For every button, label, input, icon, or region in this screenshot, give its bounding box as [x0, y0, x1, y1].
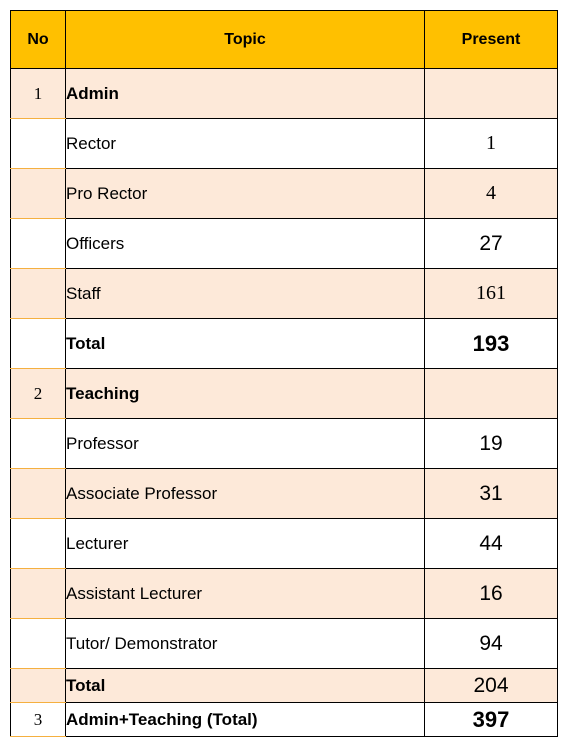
row-present: 94 [425, 619, 558, 669]
header-row [11, 11, 558, 69]
row-topic: Total [66, 319, 425, 369]
row-no [11, 669, 66, 703]
row-present: 19 [425, 419, 558, 469]
row-no [11, 519, 66, 569]
row-topic: Rector [66, 119, 425, 169]
row-no [11, 219, 66, 269]
row-topic: Tutor/ Demonstrator [66, 619, 425, 669]
row-topic: Staff [66, 269, 425, 319]
header-no: No [11, 11, 66, 69]
table-row [11, 619, 558, 669]
row-no [11, 169, 66, 219]
table-row [11, 69, 558, 119]
row-no [11, 569, 66, 619]
row-topic: Admin [66, 69, 425, 119]
row-topic: Admin+Teaching (Total) [66, 703, 425, 737]
row-present: 44 [425, 519, 558, 569]
row-present: 161 [425, 269, 558, 319]
row-no: 1 [11, 69, 66, 119]
row-topic: Professor [66, 419, 425, 469]
row-present [425, 369, 558, 419]
row-present: 193 [425, 319, 558, 369]
table-row [11, 119, 558, 169]
row-no [11, 419, 66, 469]
row-no [11, 319, 66, 369]
row-no [11, 269, 66, 319]
row-no: 3 [11, 703, 66, 737]
table-row [11, 569, 558, 619]
row-topic: Lecturer [66, 519, 425, 569]
row-no: 2 [11, 369, 66, 419]
row-present: 27 [425, 219, 558, 269]
table-row [11, 703, 558, 737]
table-row [11, 519, 558, 569]
row-no [11, 119, 66, 169]
table-row [11, 469, 558, 519]
table-row [11, 369, 558, 419]
table-row [11, 319, 558, 369]
staff-table [10, 10, 558, 737]
row-no [11, 619, 66, 669]
row-present: 16 [425, 569, 558, 619]
header-topic: Topic [66, 11, 425, 69]
row-present: 204 [425, 669, 558, 703]
row-topic: Teaching [66, 369, 425, 419]
row-present: 4 [425, 169, 558, 219]
header-present: Present [425, 11, 558, 69]
table-row [11, 269, 558, 319]
row-topic: Officers [66, 219, 425, 269]
row-topic: Total [66, 669, 425, 703]
row-no [11, 469, 66, 519]
table-row [11, 669, 558, 703]
table-row [11, 169, 558, 219]
row-present: 31 [425, 469, 558, 519]
row-present [425, 69, 558, 119]
row-present: 1 [425, 119, 558, 169]
table-row [11, 419, 558, 469]
table-row [11, 219, 558, 269]
row-present: 397 [425, 703, 558, 737]
row-topic: Associate Professor [66, 469, 425, 519]
row-topic: Assistant Lecturer [66, 569, 425, 619]
row-topic: Pro Rector [66, 169, 425, 219]
